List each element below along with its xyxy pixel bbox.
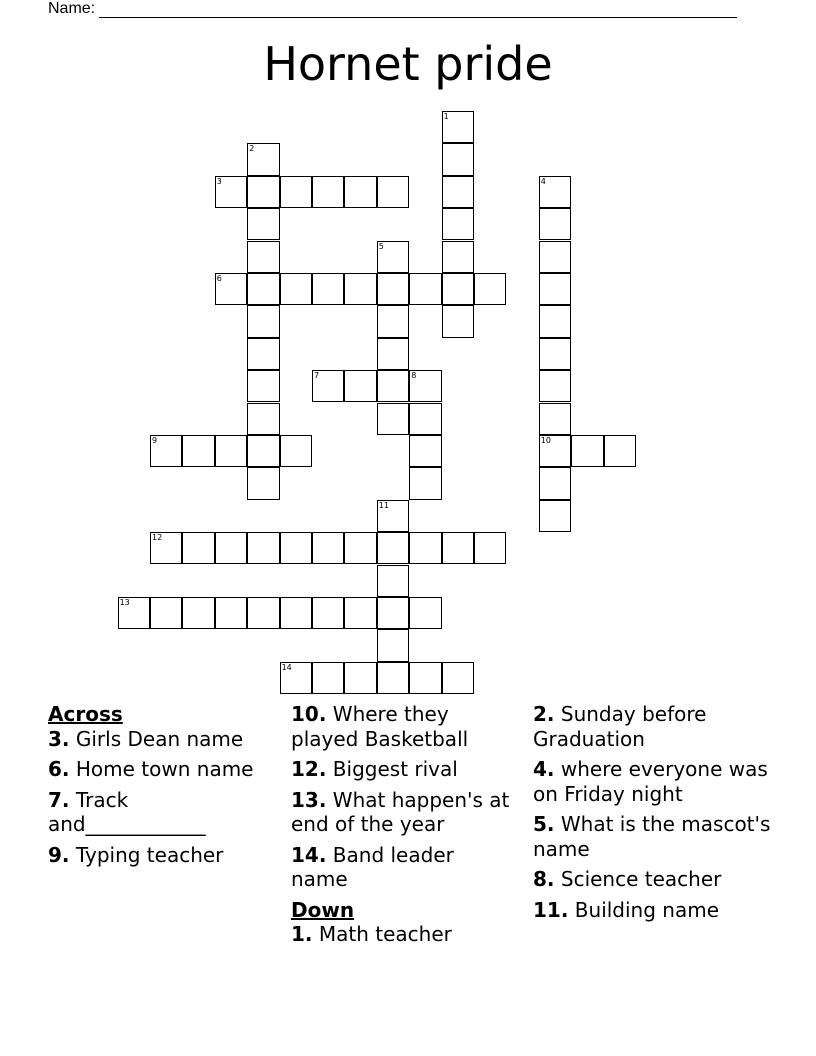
grid-cell — [442, 176, 474, 208]
clue-number: 1 — [443, 111, 449, 121]
grid-cell — [280, 176, 312, 208]
across-heading: Across — [48, 702, 123, 726]
grid-cell — [539, 370, 571, 402]
grid-cell — [377, 273, 409, 305]
clue-number: 2 — [249, 144, 255, 154]
grid-cell — [409, 403, 441, 435]
grid-cell — [409, 662, 441, 694]
grid-cell — [539, 176, 571, 208]
grid-cell — [280, 273, 312, 305]
grid-cell — [247, 370, 279, 402]
clue-number: 6 — [216, 273, 222, 283]
grid-cell — [539, 435, 571, 467]
grid-cell — [442, 662, 474, 694]
clue-number: 9 — [152, 435, 158, 445]
grid-cell — [539, 403, 571, 435]
grid-cell — [377, 597, 409, 629]
grid-cell — [539, 467, 571, 499]
grid-cell — [377, 241, 409, 273]
clue-number: 11 — [378, 500, 389, 510]
grid-cell — [247, 338, 279, 370]
grid-cell — [409, 532, 441, 564]
grid-cell — [409, 467, 441, 499]
grid-cell — [247, 305, 279, 337]
grid-cell — [377, 176, 409, 208]
grid-cell — [539, 338, 571, 370]
clue-across-14: 14. Band leader name — [291, 842, 454, 891]
grid-cell — [182, 532, 214, 564]
grid-cell — [247, 143, 279, 175]
grid-cell — [604, 435, 636, 467]
clue-number: 3 — [216, 176, 222, 186]
grid-cell — [247, 273, 279, 305]
clue-number: 10 — [540, 435, 551, 445]
grid-cell — [344, 662, 376, 694]
grid-cell — [344, 370, 376, 402]
grid-cell — [377, 403, 409, 435]
clue-across-6: 6. Home town name — [48, 757, 254, 781]
clues-column-1 — [48, 702, 258, 873]
grid-cell — [247, 467, 279, 499]
grid-cell — [344, 273, 376, 305]
grid-cell — [247, 241, 279, 273]
grid-cell — [474, 273, 506, 305]
clue-across-12: 12. Biggest rival — [291, 757, 458, 781]
grid-cell — [247, 435, 279, 467]
grid-cell — [377, 532, 409, 564]
grid-cell — [312, 273, 344, 305]
grid-cell — [442, 273, 474, 305]
grid-cell — [312, 370, 344, 402]
clue-down-2: 2. Sunday before Graduation — [533, 702, 707, 751]
grid-cell — [377, 662, 409, 694]
clue-number: 5 — [378, 241, 384, 251]
grid-cell — [442, 143, 474, 175]
grid-cell — [182, 597, 214, 629]
grid-cell — [312, 597, 344, 629]
grid-cell — [247, 176, 279, 208]
grid-cell — [247, 597, 279, 629]
grid-cell — [312, 532, 344, 564]
clue-number: 7 — [314, 371, 320, 381]
grid-cell — [247, 532, 279, 564]
grid-cell — [150, 597, 182, 629]
grid-cell — [182, 435, 214, 467]
clue-number: 14 — [281, 662, 292, 672]
grid-cell — [442, 111, 474, 143]
grid-cell — [312, 662, 344, 694]
clue-number: 13 — [119, 597, 130, 607]
grid-cell — [215, 176, 247, 208]
clue-across-3: 3. Girls Dean name — [48, 726, 244, 751]
grid-cell — [312, 176, 344, 208]
grid-cell — [539, 500, 571, 532]
grid-cell — [280, 662, 312, 694]
grid-cell — [280, 597, 312, 629]
clue-down-8: 8. Science teacher — [533, 867, 722, 891]
grid-cell — [409, 435, 441, 467]
grid-cell — [215, 435, 247, 467]
grid-cell — [150, 435, 182, 467]
clue-across-9: 9. Typing teacher — [48, 842, 224, 867]
grid-cell — [409, 370, 441, 402]
grid-cell — [344, 597, 376, 629]
grid-cell — [377, 338, 409, 370]
grid-cell — [539, 208, 571, 240]
name-label: Name: — [48, 0, 96, 17]
grid-cell — [344, 176, 376, 208]
grid-cell — [442, 305, 474, 337]
down-heading: Down — [291, 897, 355, 922]
clue-number: 8 — [411, 371, 417, 381]
clues-column-3 — [533, 702, 773, 928]
grid-cell — [215, 532, 247, 564]
grid-cell — [539, 273, 571, 305]
clue-down-11: 11. Building name — [533, 897, 720, 922]
clue-down-4: 4. where everyone was on Friday night — [533, 757, 768, 806]
clue-number: 12 — [152, 533, 163, 543]
clue-number: 4 — [540, 176, 546, 186]
clue-across-13: 13. What happen's at end of the year — [291, 787, 510, 836]
grid-cell — [280, 532, 312, 564]
grid-cell — [247, 403, 279, 435]
clue-down-5: 5. What is the mascot's name — [533, 812, 771, 861]
clue-down-1: 1. Math teacher — [291, 922, 452, 946]
grid-cell — [215, 597, 247, 629]
grid-cell — [442, 208, 474, 240]
grid-cell — [474, 532, 506, 564]
grid-cell — [377, 500, 409, 532]
grid-cell — [377, 629, 409, 661]
clue-across-7: 7. Track and____________ — [48, 787, 206, 836]
grid-cell — [377, 565, 409, 597]
grid-cell — [409, 273, 441, 305]
grid-cell — [442, 241, 474, 273]
grid-cell — [539, 241, 571, 273]
clues-column-2 — [291, 702, 513, 953]
grid-cell — [118, 597, 150, 629]
grid-cell — [344, 532, 376, 564]
grid-cell — [150, 532, 182, 564]
grid-cell — [215, 273, 247, 305]
grid-cell — [280, 435, 312, 467]
grid-cell — [539, 305, 571, 337]
grid-cell — [377, 370, 409, 402]
puzzle-title: Hornet pride — [263, 37, 553, 91]
grid-cell — [571, 435, 603, 467]
grid-cell — [247, 208, 279, 240]
grid-cell — [377, 305, 409, 337]
clue-across-10: 10. Where they played Basketball — [291, 702, 469, 751]
grid-cell — [442, 532, 474, 564]
grid-cell — [409, 597, 441, 629]
